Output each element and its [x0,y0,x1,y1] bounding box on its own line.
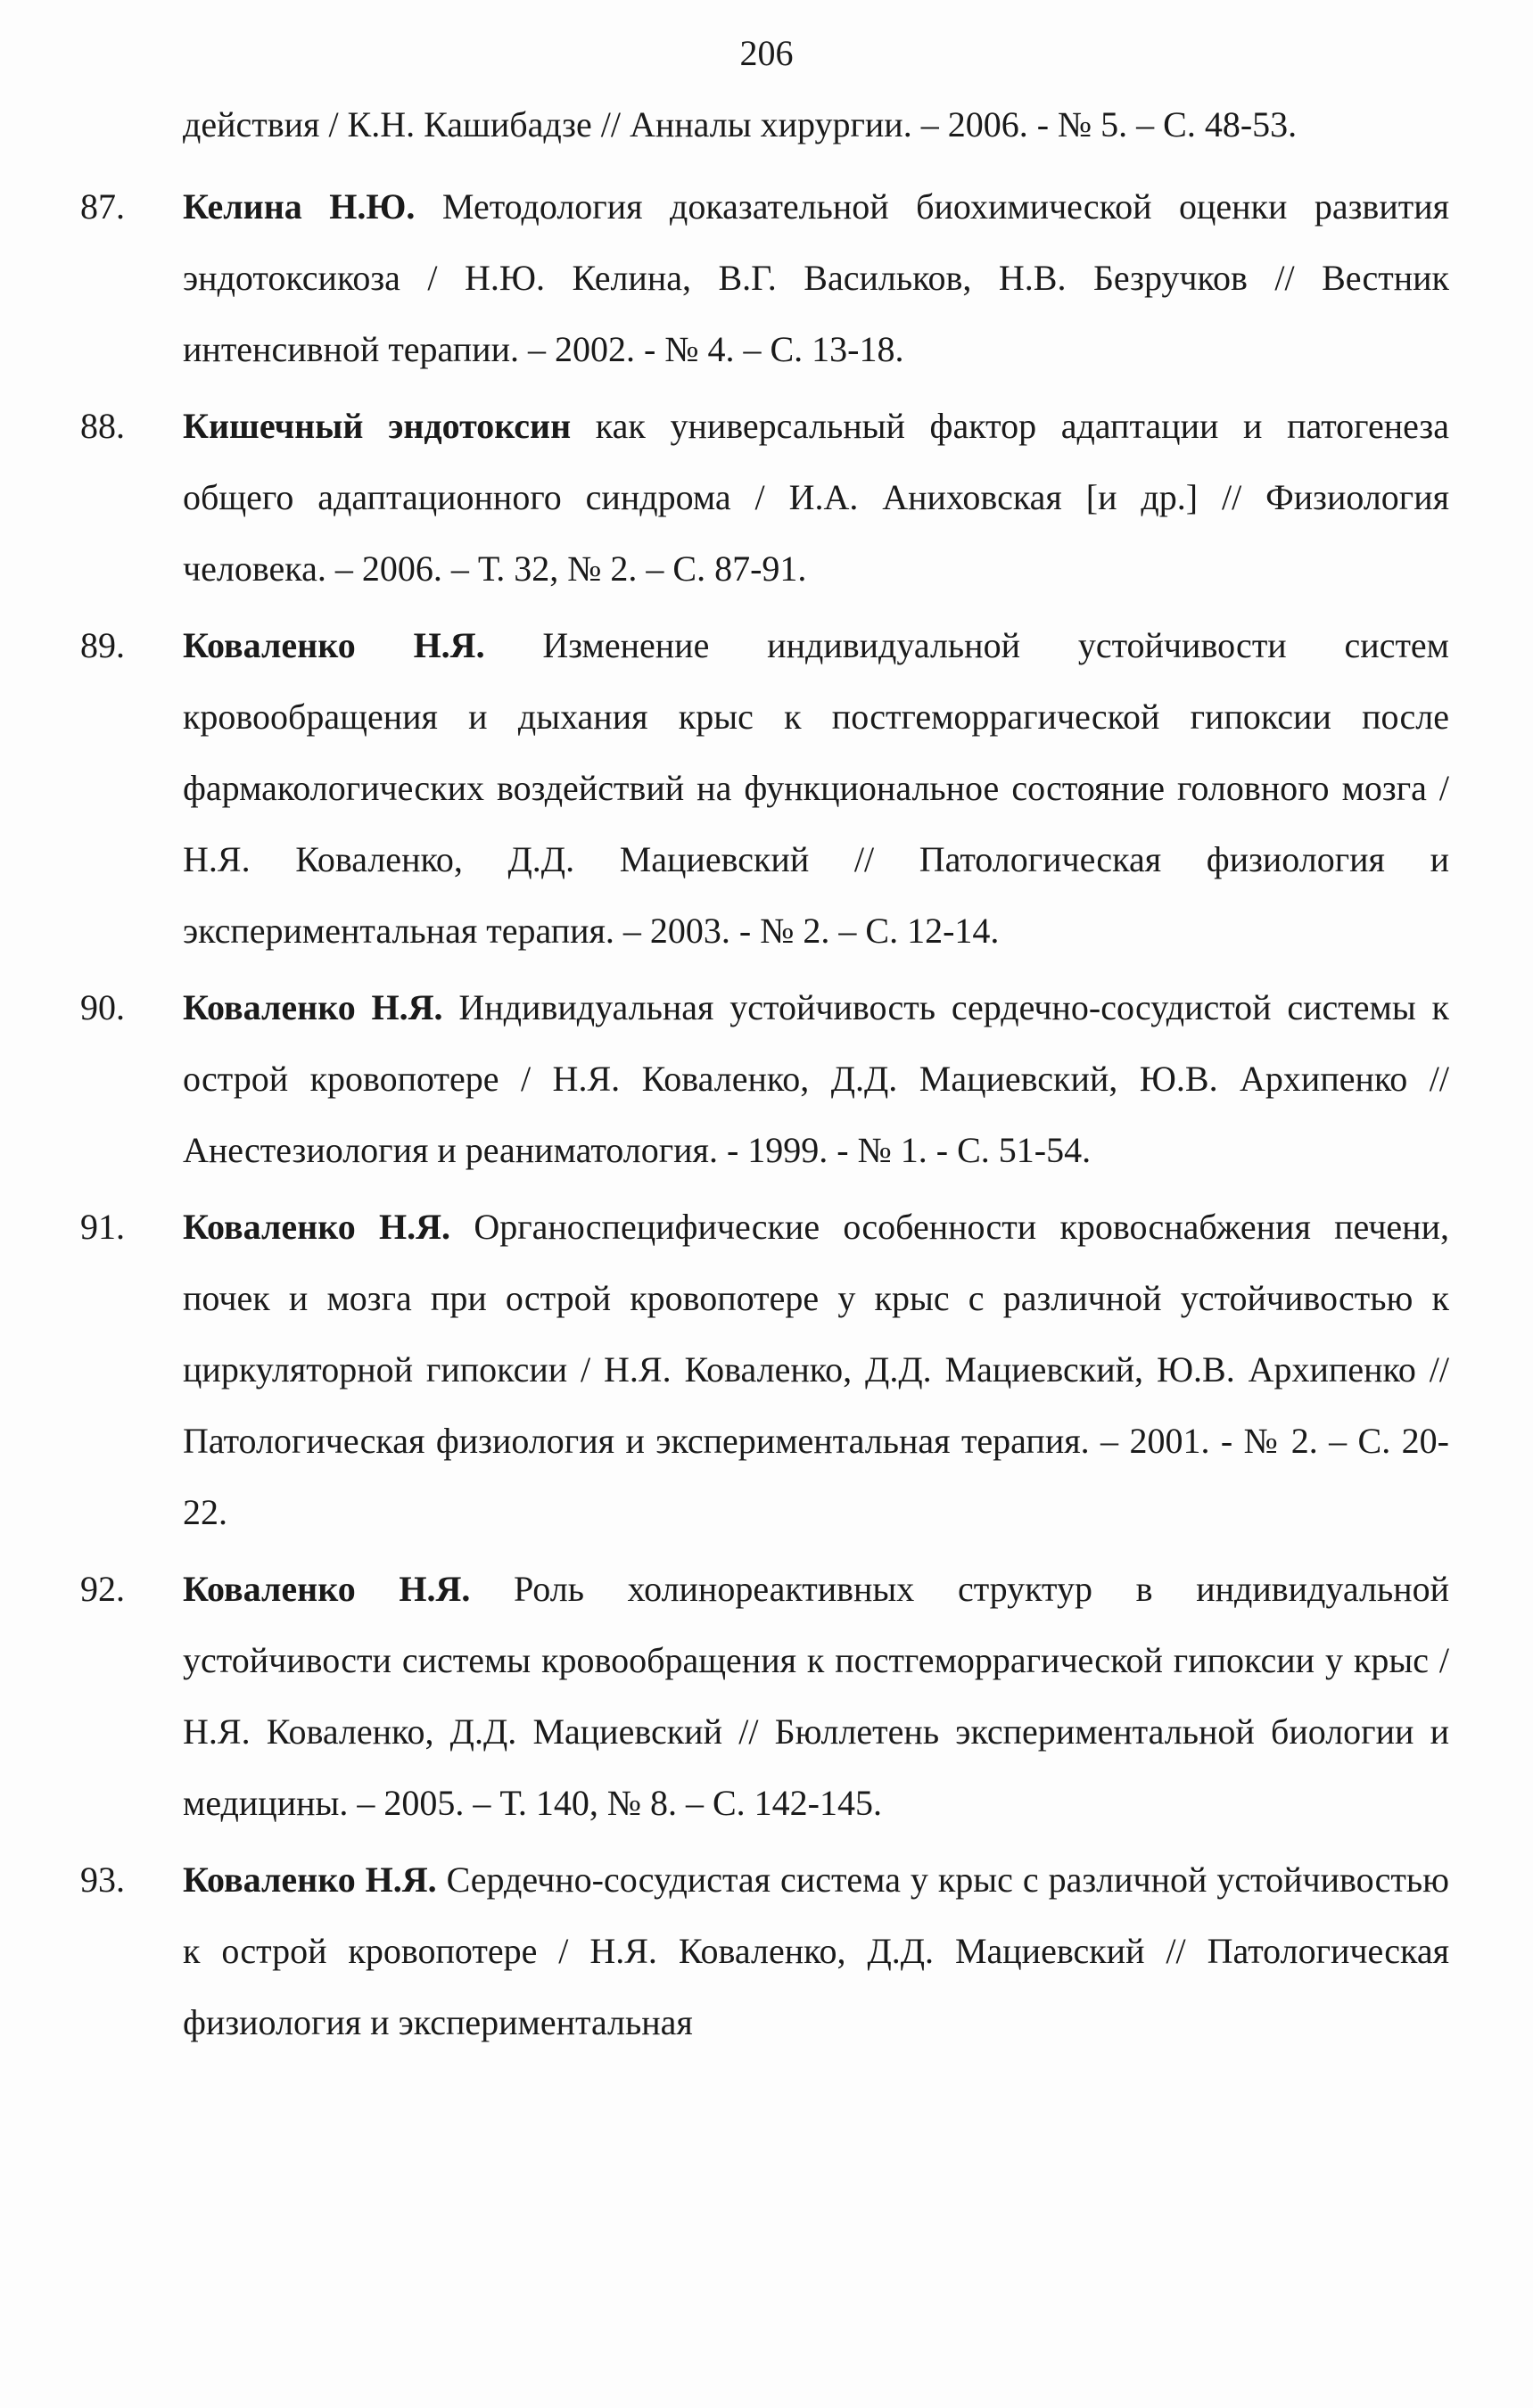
reference-text: Методология доказательной биохимической оценки развития эндотоксикоза / Н.Ю. Келина, В.Г. Васильков, Н.В. Безручков // Вестник интенсивной терапии. – 2002. - № 4. – С. 13-18. [183,186,1450,369]
reference-text: Органоспецифические особенности кровоснабжения печени, почек и мозга при острой кровопотере у крыс с различной устойчивостью к циркуляторной гипоксии / Н.Я. Коваленко, Д.Д. Мациевский, Ю.В. Архипенко // Патологическая физиология и экспериментальная терапия. – 2001. - № 2. – С. 20-22. [183,1207,1449,1532]
reference-number: 92. [80,1569,125,1609]
reference-number: 89. [80,625,125,665]
reference-number: 93. [80,1860,125,1900]
reference-author: Коваленко Н.Я. [183,625,485,665]
reference-number: 91. [80,1207,125,1247]
reference-item [80,1844,1449,2058]
reference-author: Келина Н.Ю. [183,186,416,227]
reference-text: Роль холинореактивных структур в индивидуальной устойчивости системы кровообращения к постгеморрагической гипоксии у крыс / Н.Я. Коваленко, Д.Д. Мациевский // Бюллетень экспериментальной биологии и медицины. – 2005. – Т. 140, № 8. – С. 142-145. [183,1569,1450,1823]
reference-continuation: действия / К.Н. Кашибадзе // Анналы хирургии. – 2006. - № 5. – С. 48-53. [183,104,1298,144]
reference-author: Коваленко Н.Я. [183,1860,437,1900]
reference-item [80,1554,1450,1839]
reference-item [80,610,1449,967]
reference-list [0,89,1533,2058]
reference-text: как универсальный фактор адаптации и патогенеза общего адаптационного синдрома / И.А. Аниховская [и др.] // Физиология человека. – 2006. – Т. 32, № 2. – С. 87-91. [183,406,1449,589]
reference-author: Коваленко Н.Я. [183,987,443,1027]
reference-item [80,1192,1449,1548]
reference-author: Коваленко Н.Я. [183,1207,451,1247]
reference-text: Изменение индивидуальной устойчивости систем кровообращения и дыхания крыс к постгеморрагической гипоксии после фармакологических воздействий на функциональное состояние головного мозга / Н.Я. Коваленко, Д.Д. Мациевский // Патологическая физиология и экспериментальная терапия. – 2003. - № 2. – С. 12-14. [183,625,1449,951]
reference-item [80,972,1449,1186]
reference-number: 88. [80,406,125,446]
reference-number: 87. [80,186,125,227]
reference-text: Сердечно-сосудистая система у крыс с различной устойчивостью к острой кровопотере / Н.Я. Коваленко, Д.Д. Мациевский // Патологическая физиология и экспериментальная [183,1860,1449,2042]
reference-author: Коваленко Н.Я. [183,1569,471,1609]
reference-number: 90. [80,987,125,1027]
reference-item [80,391,1449,605]
reference-text: Индивидуальная устойчивость сердечно-сосудистой системы к острой кровопотере / Н.Я. Коваленко, Д.Д. Мациевский, Ю.В. Архипенко // Анестезиология и реаниматология. - 1999. - № 1. - С. 51-54. [183,987,1449,1170]
reference-author: Кишечный эндотоксин [183,406,572,446]
reference-item [80,171,1450,385]
page-number: 206 [739,33,794,73]
